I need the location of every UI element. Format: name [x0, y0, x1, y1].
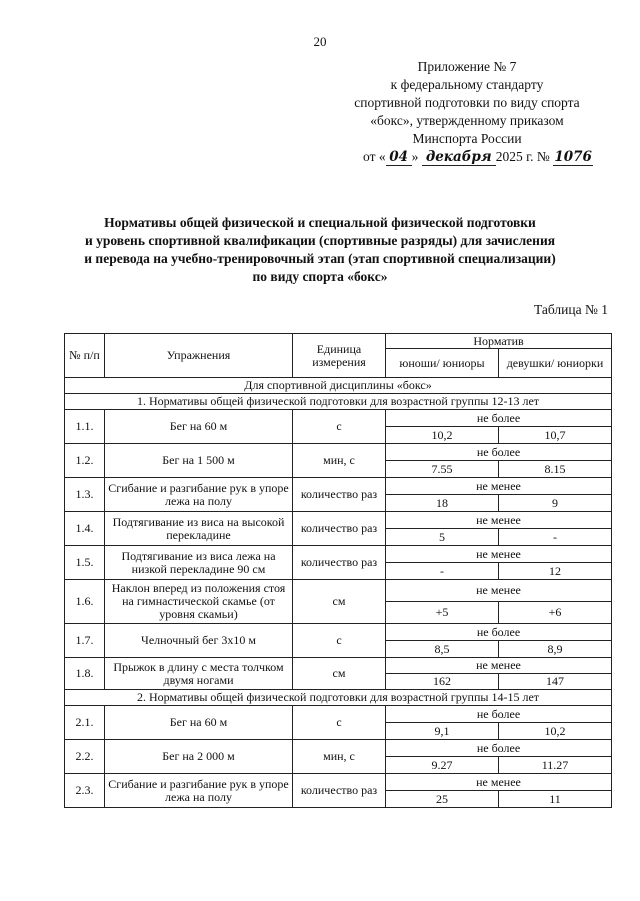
- row-num: 1.8.: [65, 658, 105, 690]
- row-num: 1.4.: [65, 512, 105, 546]
- row-condition: не менее: [386, 478, 612, 495]
- table-row: [65, 774, 612, 791]
- appendix-line: спортивной подготовки по виду спорта: [354, 95, 580, 110]
- row-condition: не менее: [386, 546, 612, 563]
- row-unit: мин, с: [293, 444, 386, 478]
- row-exercise: Прыжок в длину с места толчком двумя ногами: [105, 658, 293, 690]
- row-value-boys: 9,1: [386, 723, 499, 740]
- row-value-boys: 162: [386, 674, 499, 690]
- row-exercise: Челночный бег 3х10 м: [105, 624, 293, 658]
- row-exercise: Бег на 2 000 м: [105, 740, 293, 774]
- row-value-boys: 25: [386, 791, 499, 808]
- row-unit: с: [293, 706, 386, 740]
- row-num: 1.2.: [65, 444, 105, 478]
- row-value-girls: 12: [499, 563, 612, 580]
- header-num: № п/п: [65, 334, 105, 378]
- row-condition: не менее: [386, 774, 612, 791]
- header-norm: Норматив: [386, 334, 612, 349]
- row-exercise: Подтягивание из виса на высокой перекладине: [105, 512, 293, 546]
- page-number: 20: [313, 34, 327, 49]
- row-value-girls: -: [499, 529, 612, 546]
- handwritten-order-number: 1076: [554, 149, 592, 165]
- title-line: и уровень спортивной квалификации (спортивные разряды) для зачисления: [84, 233, 556, 248]
- appendix-line: Минспорта России: [412, 131, 522, 146]
- header-exercise: Упражнения: [105, 334, 293, 378]
- row-exercise: Подтягивание из виса лежа на низкой перекладине 90 см: [105, 546, 293, 580]
- row-condition: не более: [386, 706, 612, 723]
- row-num: 2.3.: [65, 774, 105, 808]
- row-unit: количество раз: [293, 546, 386, 580]
- row-condition: не более: [386, 444, 612, 461]
- row-value-boys: 9.27: [386, 757, 499, 774]
- row-num: 2.2.: [65, 740, 105, 774]
- row-unit: см: [293, 580, 386, 624]
- row-value-boys: 10,2: [386, 427, 499, 444]
- row-value-boys: 5: [386, 529, 499, 546]
- row-value-girls: 8,9: [499, 641, 612, 658]
- row-unit: с: [293, 624, 386, 658]
- title-line: и перевода на учебно-тренировочный этап (этап спортивной специализации): [84, 251, 556, 266]
- title-line: Нормативы общей физической и специальной физической подготовки: [104, 215, 536, 230]
- appendix-line: к федеральному стандарту: [390, 77, 544, 92]
- table-row: [65, 580, 612, 602]
- table-row: [65, 546, 612, 563]
- row-value-girls: 11.27: [499, 757, 612, 774]
- row-value-boys: +5: [386, 602, 499, 624]
- appendix-block: [330, 58, 604, 166]
- row-value-girls: 9: [499, 495, 612, 512]
- year-text: 2025 г. №: [495, 149, 550, 164]
- title-line: по виду спорта «бокс»: [252, 269, 388, 284]
- header-boys: юноши/ юниоры: [386, 349, 499, 378]
- handwritten-day: 04: [386, 150, 412, 166]
- row-unit: количество раз: [293, 512, 386, 546]
- date-prefix: от «: [363, 149, 386, 164]
- row-condition: не менее: [386, 512, 612, 529]
- row-value-girls: 147: [499, 674, 612, 690]
- row-value-boys: 18: [386, 495, 499, 512]
- row-condition: не более: [386, 410, 612, 427]
- row-exercise: Наклон вперед из положения стоя на гимнастической скамье (от уровня скамьи): [105, 580, 293, 624]
- row-exercise: Бег на 60 м: [105, 706, 293, 740]
- handwritten-month: декабря: [422, 150, 496, 166]
- table-row: [65, 658, 612, 674]
- table-row: [65, 740, 612, 757]
- row-unit: мин, с: [293, 740, 386, 774]
- row-unit: количество раз: [293, 478, 386, 512]
- row-exercise: Сгибание и разгибание рук в упоре лежа на полу: [105, 478, 293, 512]
- row-value-girls: 10,2: [499, 723, 612, 740]
- table-row: [65, 444, 612, 461]
- row-condition: не менее: [386, 658, 612, 674]
- table-row: [65, 706, 612, 723]
- document-title: [40, 214, 600, 286]
- row-exercise: Бег на 1 500 м: [105, 444, 293, 478]
- table-row: [65, 512, 612, 529]
- row-value-girls: 11: [499, 791, 612, 808]
- row-condition: не более: [386, 740, 612, 757]
- date-mid: »: [411, 149, 419, 164]
- row-num: 1.7.: [65, 624, 105, 658]
- row-value-boys: 8,5: [386, 641, 499, 658]
- row-condition: не более: [386, 624, 612, 641]
- header-unit: Единица измерения: [293, 334, 386, 378]
- row-num: 1.6.: [65, 580, 105, 624]
- row-condition: не менее: [386, 580, 612, 602]
- table-label: Таблица № 1: [534, 302, 608, 317]
- row-value-girls: 8.15: [499, 461, 612, 478]
- norms-table: [64, 333, 612, 808]
- row-num: 2.1.: [65, 706, 105, 740]
- discipline-row: Для спортивной дисциплины «бокс»: [65, 378, 612, 394]
- table-row: [65, 410, 612, 427]
- row-exercise: Бег на 60 м: [105, 410, 293, 444]
- row-value-girls: +6: [499, 602, 612, 624]
- table-row: [65, 478, 612, 495]
- appendix-line: «бокс», утвержденному приказом: [370, 113, 564, 128]
- order-date-line: [330, 148, 604, 166]
- row-num: 1.1.: [65, 410, 105, 444]
- row-unit: количество раз: [293, 774, 386, 808]
- row-num: 1.3.: [65, 478, 105, 512]
- group-title: 2. Нормативы общей физической подготовки для возрастной группы 14-15 лет: [65, 690, 612, 706]
- group-title: 1. Нормативы общей физической подготовки для возрастной группы 12-13 лет: [65, 394, 612, 410]
- row-unit: с: [293, 410, 386, 444]
- row-unit: см: [293, 658, 386, 690]
- table-row: [65, 624, 612, 641]
- row-num: 1.5.: [65, 546, 105, 580]
- row-value-girls: 10,7: [499, 427, 612, 444]
- row-exercise: Сгибание и разгибание рук в упоре лежа на полу: [105, 774, 293, 808]
- appendix-line: Приложение № 7: [417, 59, 517, 74]
- row-value-boys: 7.55: [386, 461, 499, 478]
- row-value-boys: -: [386, 563, 499, 580]
- header-girls: девушки/ юниорки: [499, 349, 612, 378]
